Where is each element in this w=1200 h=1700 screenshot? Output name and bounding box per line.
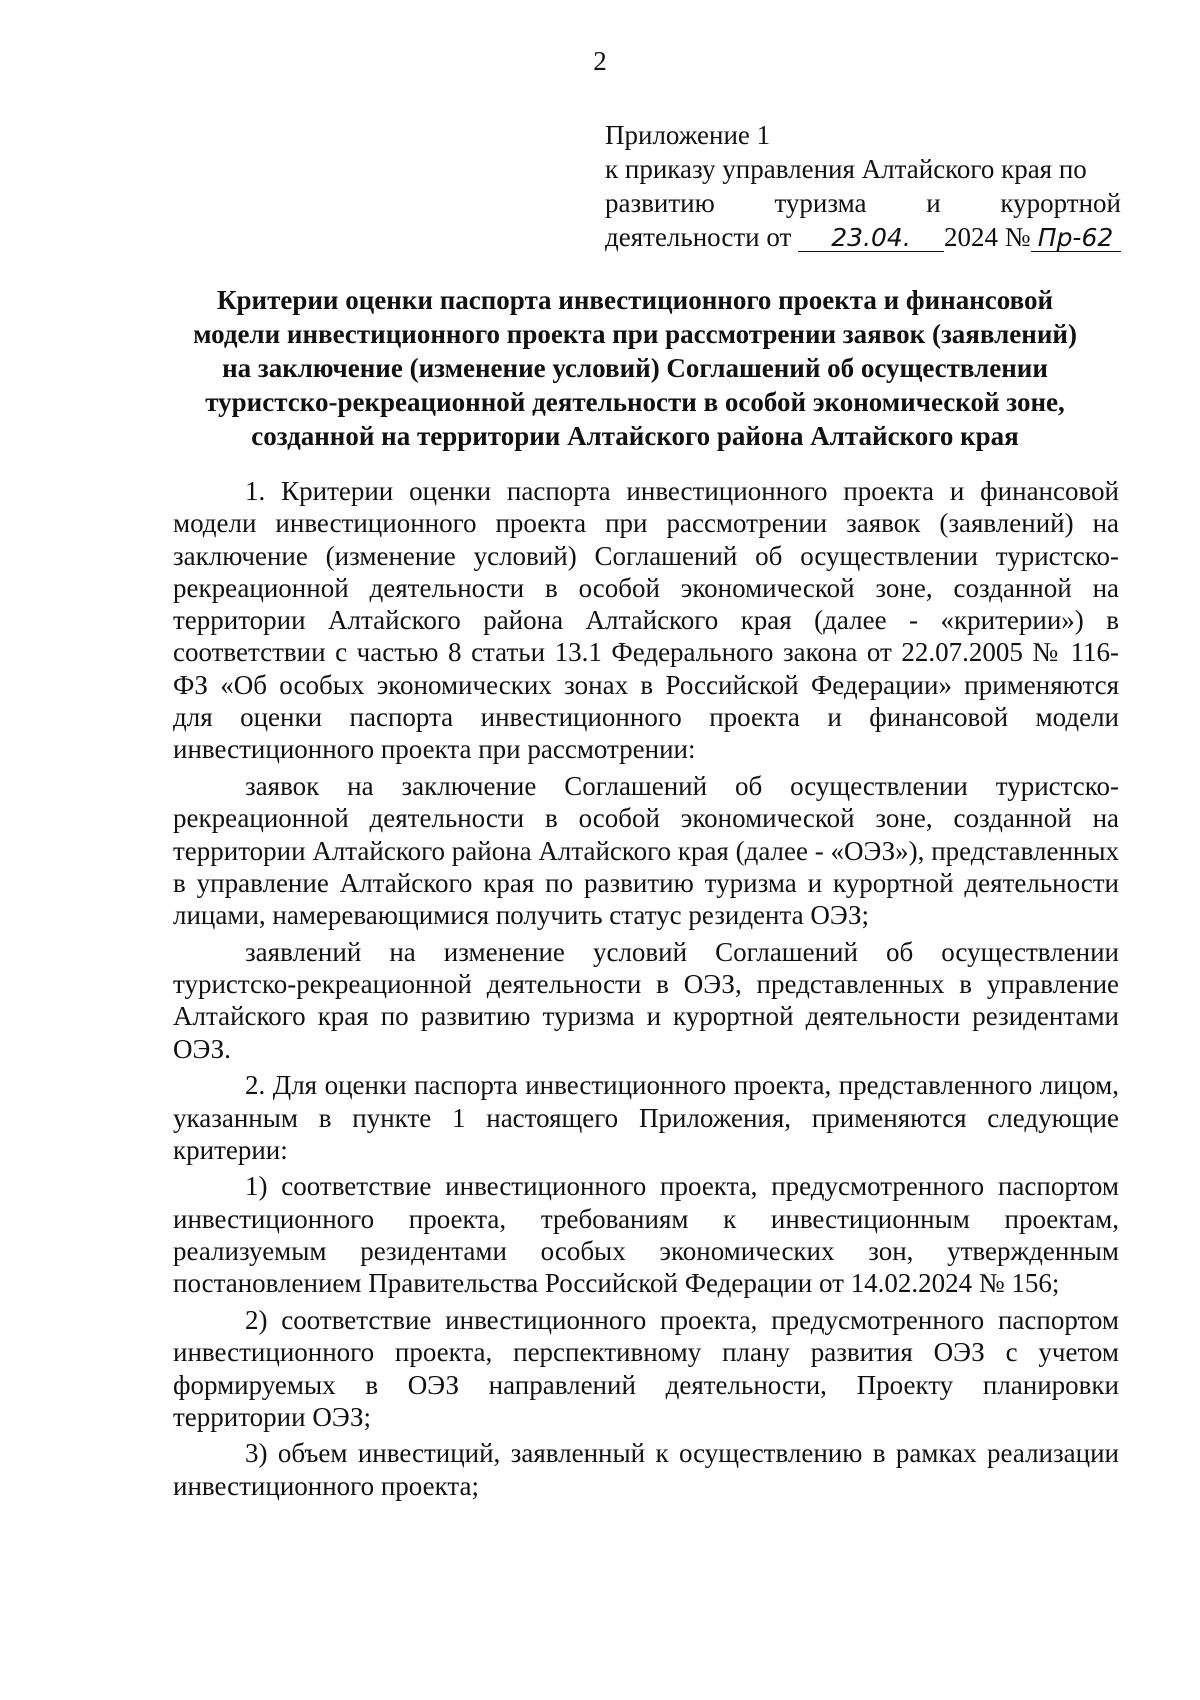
page-number: 2 bbox=[593, 46, 607, 76]
handwritten-date: 23.04. bbox=[798, 225, 944, 252]
document-body bbox=[173, 475, 1119, 1502]
annex-order-line-justified bbox=[605, 186, 1121, 220]
annex-word: туризма bbox=[774, 188, 867, 218]
annex-word: курортной bbox=[1000, 188, 1121, 218]
annex-order-line: к приказу управления Алтайского края по bbox=[605, 154, 1087, 184]
annex-word: развитию bbox=[605, 188, 715, 218]
annex-header bbox=[605, 118, 1121, 254]
document-title bbox=[150, 283, 1120, 453]
annex-date-line bbox=[605, 220, 1121, 254]
annex-year: 2024 № bbox=[944, 222, 1031, 252]
annex-title: Приложение 1 bbox=[605, 120, 771, 150]
paragraph: 3) объем инвестиций, заявленный к осуществлению в рамках реализации инвестиционного проекта; bbox=[173, 1438, 1119, 1501]
paragraph: 1. Критерии оценки паспорта инвестиционного проекта и финансовой модели инвестиционного проекта при рассмотрении заявок (заявлений) на заключение (изменение условий) Соглашений об осуществлении туристско-рекреационной деятельности в особой экономической зоне, созданной на территории Алтайского района Алтайского края (далее - «критерии») в соответствии с частью 8 статьи 13.1 Федерального закона от 22.07.2005 № 116-ФЗ «Об особых экономических зонах в Российской Федерации» применяются для оценки паспорта инвестиционного проекта и финансовой модели инвестиционного проекта при рассмотрении: bbox=[173, 476, 1119, 765]
paragraph: заявлений на изменение условий Соглашений об осуществлении туристско-рекреационной деятельности в ОЭЗ, представленных в управление Алтайского края по развитию туризма и курортной деятельности резидентами ОЭЗ. bbox=[173, 936, 1119, 1064]
paragraph: 2) соответствие инвестиционного проекта, предусмотренного паспортом инвестиционного проекта, перспективному плану развития ОЭЗ с учетом формируемых в ОЭЗ направлений деятельности, Проекту планировки территории ОЭЗ; bbox=[173, 1304, 1119, 1432]
paragraph: 2. Для оценки паспорта инвестиционного проекта, представленного лицом, указанным в пункте 1 настоящего Приложения, применяются следующие критерии: bbox=[173, 1070, 1119, 1165]
paragraph: заявок на заключение Соглашений об осуществлении туристско-рекреационной деятельности в особой экономической зоне, созданной на территории Алтайского района Алтайского края (далее - «ОЭЗ»), представленных в управление Алтайского края по развитию туризма и курортной деятельности лицами, намеревающимися получить статус резидента ОЭЗ; bbox=[173, 770, 1119, 931]
handwritten-order-number: Пр-62 bbox=[1031, 225, 1121, 252]
title-line: на заключение (изменение условий) Соглашений об осуществлении bbox=[222, 353, 1048, 383]
title-line: созданной на территории Алтайского района Алтайского края bbox=[251, 421, 1019, 451]
title-line: Критерии оценки паспорта инвестиционного проекта и финансовой bbox=[216, 285, 1054, 315]
title-line: туристско-рекреационной деятельности в особой экономической зоне, bbox=[205, 387, 1065, 417]
annex-word: и bbox=[926, 188, 941, 218]
title-line: модели инвестиционного проекта при рассмотрении заявок (заявлений) bbox=[193, 319, 1077, 349]
paragraph: 1) соответствие инвестиционного проекта, предусмотренного паспортом инвестиционного проекта, требованиям к инвестиционным проектам, реализуемым резидентами особых экономических зон, утвержденным постановлением Правительства Российской Федерации от 14.02.2024 № 156; bbox=[173, 1171, 1119, 1299]
annex-date-prefix: деятельности от bbox=[605, 222, 792, 252]
